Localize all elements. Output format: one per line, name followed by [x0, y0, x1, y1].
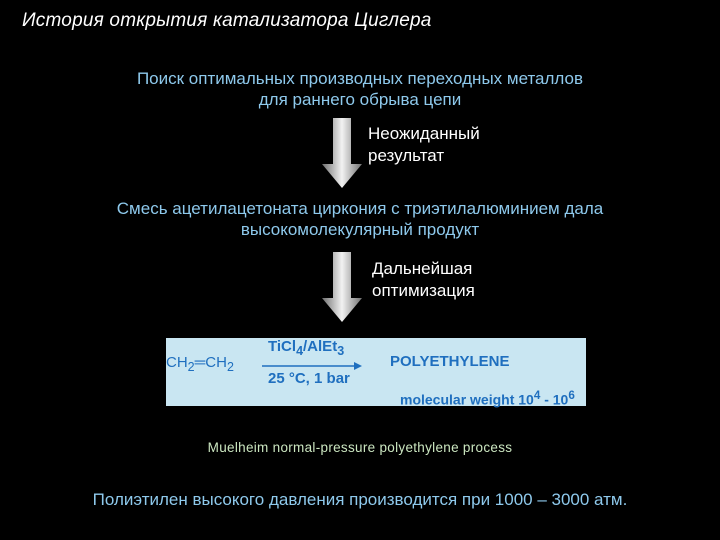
mw-label: molecular weight 10	[400, 391, 534, 408]
reactant-ethylene	[166, 354, 234, 374]
reactant-a-sub: 2	[187, 360, 195, 374]
catalyst-label	[268, 338, 344, 358]
final-note: Полиэтилен высокого давления производится при 1000 – 3000 атм.	[92, 490, 628, 509]
step1-line2: для раннего обрыва цепи	[258, 90, 462, 109]
catalyst-ti-sub: 4	[296, 344, 304, 358]
down-arrow-icon	[322, 118, 362, 188]
reaction-scheme	[166, 338, 586, 406]
reaction-conditions: 25 °C, 1 bar	[268, 370, 350, 387]
down-arrow-icon	[322, 252, 362, 322]
process-caption: Muelheim normal-pressure polyethylene process	[207, 440, 513, 455]
step-search-derivatives	[80, 68, 640, 110]
product-label: POLYETHYLENE	[390, 353, 510, 370]
note1-line1: Неожиданный	[368, 124, 480, 143]
step1-line1: Поиск оптимальных производных переходных металлов	[136, 69, 584, 88]
note2-line2: оптимизация	[372, 281, 475, 300]
reactant-b-sub: 2	[226, 360, 234, 374]
molecular-weight	[400, 389, 575, 408]
slide-title: История открытия катализатора Циглера	[22, 10, 432, 31]
catalyst-al: /AlEt	[303, 338, 338, 355]
note2-line1: Дальнейшая	[372, 259, 473, 278]
mw-exp2: 6	[568, 389, 575, 402]
catalyst-al-sub: 3	[337, 344, 345, 358]
step-high-molecular-product	[60, 198, 660, 240]
reactant-a: CH	[166, 354, 188, 371]
double-bond: ═	[194, 354, 206, 371]
catalyst-ti: TiCl	[268, 338, 297, 355]
mw-dash: - 10	[540, 391, 569, 408]
step2-line2: высокомолекулярный продукт	[240, 220, 480, 239]
mw-exp1: 4	[533, 389, 541, 402]
note1-line2: результат	[368, 146, 445, 165]
reaction-arrow-icon	[262, 362, 362, 370]
step2-line1: Смесь ацетилацетоната циркония с триэтилалюминием дала	[116, 199, 604, 218]
note-unexpected-result	[368, 123, 480, 167]
note-further-optimization	[372, 258, 475, 302]
reactant-b: CH	[205, 354, 227, 371]
